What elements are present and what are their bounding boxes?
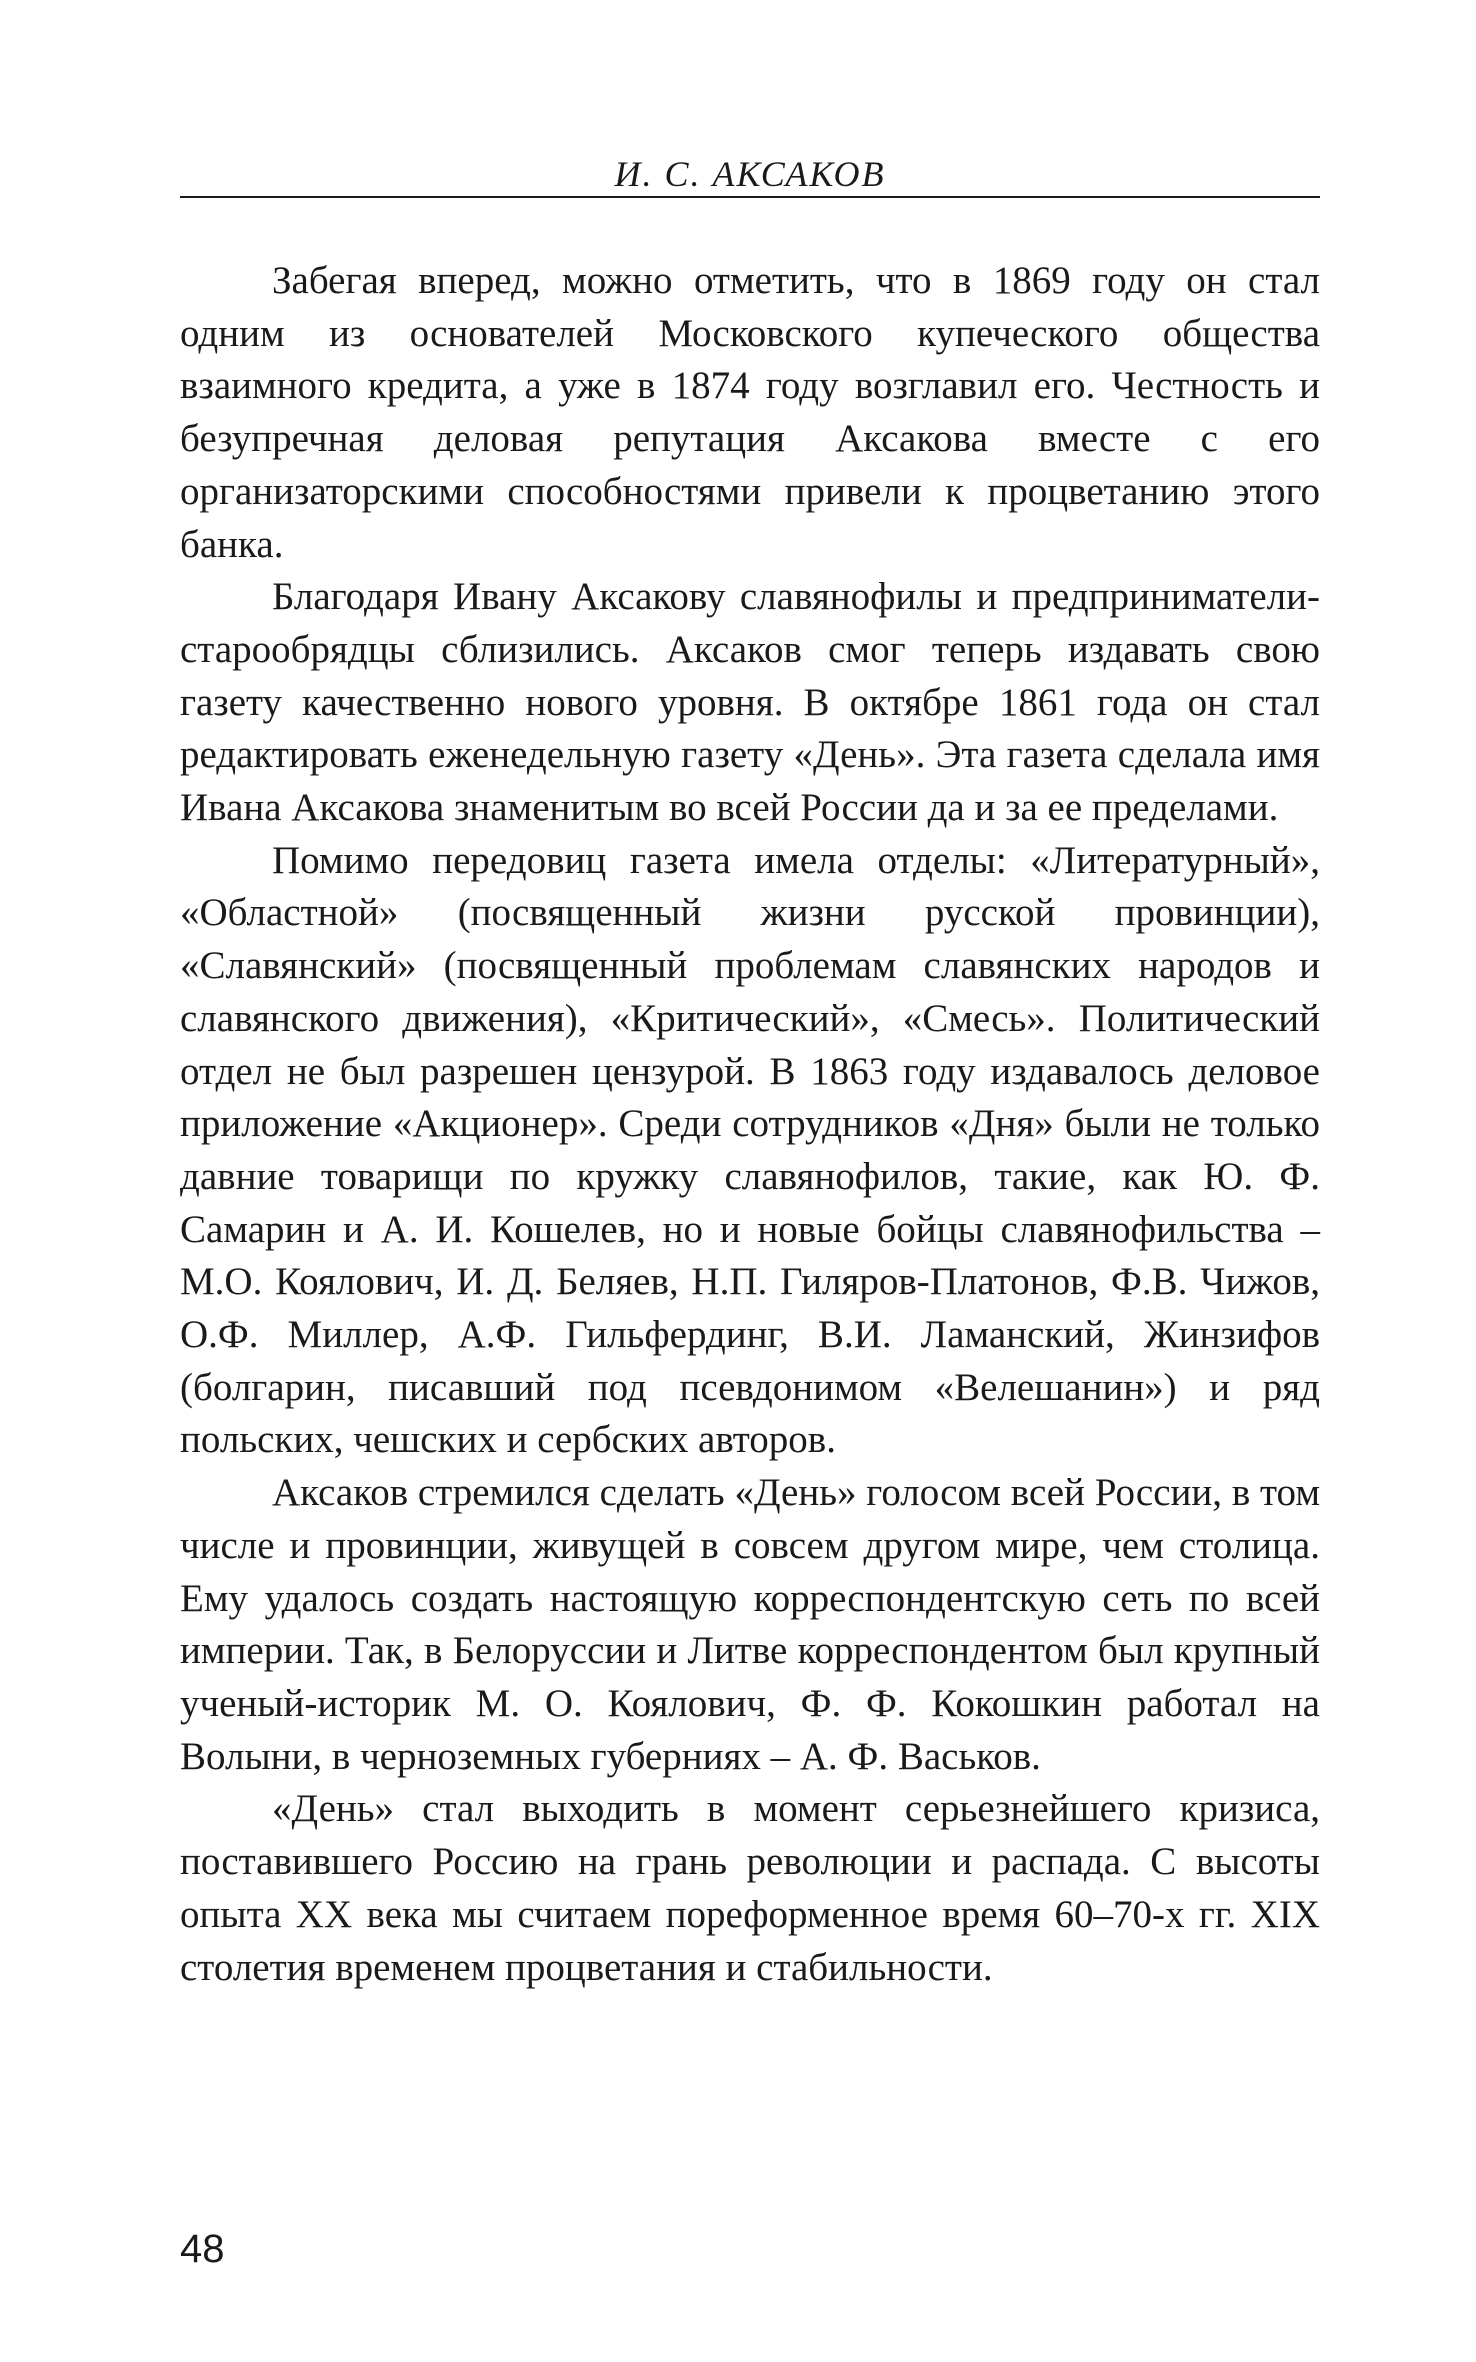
paragraph-1: Забегая вперед, можно отметить, что в 1869 году он стал одним из основателей Московского купеческого общества взаимного кредита, а уже в 1874 году возглавил его. Честность и безупречная деловая репутация Аксакова вместе с его организаторскими способностями привели к процветанию этого банка.	[180, 259, 1320, 566]
header-rule	[180, 196, 1320, 198]
running-title: И. С. АКСАКОВ	[614, 154, 886, 194]
body-text	[180, 255, 1320, 1994]
paragraph-2: Благодаря Ивану Аксакову славянофилы и предприниматели-старообрядцы сблизились. Аксаков смог теперь издавать свою газету качественно нового уровня. В октябре 1861 года он стал редактировать еженедельную газету «День». Эта газета сделала имя Ивана Аксакова знаменитым во всей России да и за ее пределами.	[180, 575, 1320, 830]
paragraph-5: «День» стал выходить в момент серьезнейшего кризиса, поставившего Россию на грань революции и распада. С высоты опыта XX века мы считаем пореформенное время 60–70-х гг. XIX столетия временем процветания и стабильности.	[180, 1787, 1320, 1989]
page-number: 48	[180, 2227, 225, 2271]
paragraph-3: Помимо передовиц газета имела отделы: «Литературный», «Областной» (посвященный жизни русской провинции), «Славянский» (посвященный проблемам славянских народов и славянского движения), «Критический», «Смесь». Политический отдел не был разрешен цензурой. В 1863 году издавалось деловое приложение «Акционер». Среди сотрудников «Дня» были не только давние товарищи по кружку славянофилов, такие, как Ю. Ф. Самарин и А. И. Кошелев, но и новые бойцы славянофильства – М.О. Коялович, И. Д. Беляев, Н.П. Гиляров-Платонов, Ф.В. Чижов, О.Ф. Миллер, А.Ф. Гильфердинг, В.И. Ламанский, Жинзифов (болгарин, писавший под псевдонимом «Велешанин») и ряд польских, чешских и сербских авторов.	[180, 838, 1320, 1462]
paragraph-4: Аксаков стремился сделать «День» голосом всей России, в том числе и провинции, живущей в совсем другом мире, чем столица. Ему удалось создать настоящую корреспондентскую сеть по всей империи. Так, в Белоруссии и Литве корреспондентом был крупный ученый-историк М. О. Коялович, Ф. Ф. Кокошкин работал на Волыни, в черноземных губерниях – А. Ф. Васьков.	[180, 1471, 1320, 1778]
